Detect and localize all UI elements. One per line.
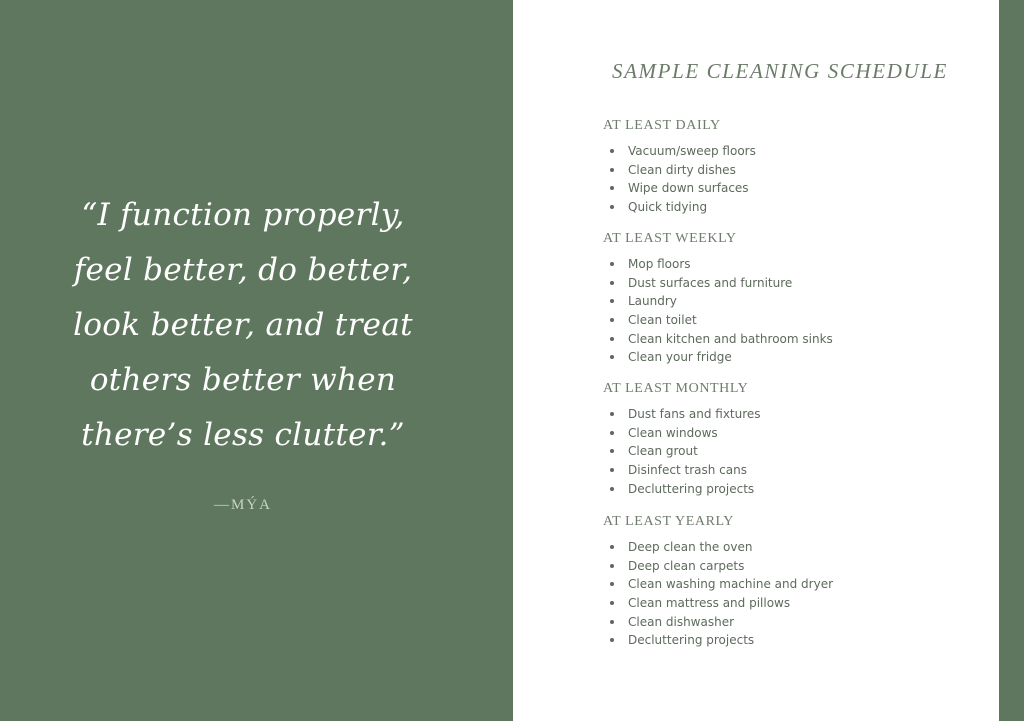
bullet-icon — [610, 281, 614, 285]
list-item — [603, 461, 923, 480]
bullet-icon — [610, 262, 614, 266]
list-item — [603, 557, 923, 576]
quote-line: others better when — [89, 362, 397, 398]
task-label: Clean your fridge — [628, 350, 732, 365]
list-item — [603, 161, 923, 180]
page-edge-strip — [999, 0, 1024, 721]
task-label: Clean dishwasher — [628, 614, 735, 629]
bullet-icon — [610, 337, 614, 341]
bullet-icon — [610, 601, 614, 605]
task-label: Decluttering projects — [628, 633, 755, 648]
list-item — [603, 292, 923, 311]
bullet-icon — [610, 468, 614, 472]
list-item — [603, 613, 923, 632]
bullet-icon — [610, 355, 614, 359]
task-label: Decluttering projects — [628, 481, 755, 496]
task-label: Vacuum/sweep floors — [628, 144, 756, 158]
quote-line: feel better, do better, — [73, 252, 413, 288]
list-item — [603, 255, 923, 274]
section-heading: AT LEAST YEARLY — [603, 514, 735, 529]
list-item — [603, 142, 923, 161]
bullet-icon — [610, 205, 614, 209]
section-daily — [603, 116, 923, 217]
bullet-icon — [610, 545, 614, 549]
list-item — [603, 405, 923, 424]
bullet-icon — [610, 582, 614, 586]
task-label: Clean dirty dishes — [628, 162, 736, 177]
task-label: Clean mattress and pillows — [628, 596, 791, 611]
list-item — [603, 575, 923, 594]
bullet-icon — [610, 487, 614, 491]
task-label: Deep clean carpets — [628, 558, 745, 573]
section-heading: AT LEAST DAILY — [603, 118, 721, 133]
section-weekly — [603, 229, 923, 367]
bullet-icon — [610, 186, 614, 190]
section-heading: AT LEAST MONTHLY — [603, 381, 749, 396]
task-label: Dust surfaces and furniture — [628, 275, 793, 290]
task-label: Clean grout — [628, 444, 698, 459]
task-label: Mop floors — [628, 257, 691, 271]
list-item — [603, 198, 923, 217]
list-item — [603, 480, 923, 499]
task-list — [603, 142, 923, 217]
quote-line: “I function properly, — [81, 197, 405, 233]
list-item — [603, 631, 923, 650]
task-label: Clean windows — [628, 425, 718, 440]
list-item — [603, 330, 923, 349]
bullet-icon — [610, 564, 614, 568]
list-item — [603, 311, 923, 330]
quote-attribution: —MÝA — [213, 497, 272, 513]
section-yearly — [603, 512, 923, 650]
bullet-icon — [610, 431, 614, 435]
bullet-icon — [610, 318, 614, 322]
section-heading: AT LEAST WEEKLY — [603, 231, 737, 246]
list-item — [603, 348, 923, 367]
task-label: Deep clean the oven — [628, 540, 753, 554]
task-label: Clean kitchen and bathroom sinks — [628, 331, 833, 346]
list-item — [603, 594, 923, 613]
task-label: Wipe down surfaces — [628, 181, 749, 196]
quote-text — [40, 188, 446, 463]
list-item — [603, 442, 923, 461]
task-label: Dust fans and fixtures — [628, 407, 761, 421]
task-label: Clean washing machine and dryer — [628, 577, 834, 592]
task-list — [603, 538, 923, 650]
bullet-icon — [610, 149, 614, 153]
bullet-icon — [610, 638, 614, 642]
schedule-title: SAMPLE CLEANING SCHEDULE — [612, 59, 948, 83]
bullet-icon — [610, 449, 614, 453]
task-list — [603, 405, 923, 498]
bullet-icon — [610, 412, 614, 416]
list-item — [603, 538, 923, 557]
task-label: Disinfect trash cans — [628, 463, 747, 478]
bullet-icon — [610, 168, 614, 172]
bullet-icon — [610, 299, 614, 303]
quote-line: look better, and treat — [73, 307, 413, 343]
section-monthly — [603, 379, 923, 498]
task-label: Laundry — [628, 294, 677, 309]
bullet-icon — [610, 620, 614, 624]
task-label: Quick tidying — [628, 200, 708, 215]
task-list — [603, 255, 923, 367]
list-item — [603, 179, 923, 198]
list-item — [603, 274, 923, 293]
task-label: Clean toilet — [628, 313, 697, 328]
list-item — [603, 424, 923, 443]
quote-line: there’s less clutter.” — [81, 417, 405, 453]
